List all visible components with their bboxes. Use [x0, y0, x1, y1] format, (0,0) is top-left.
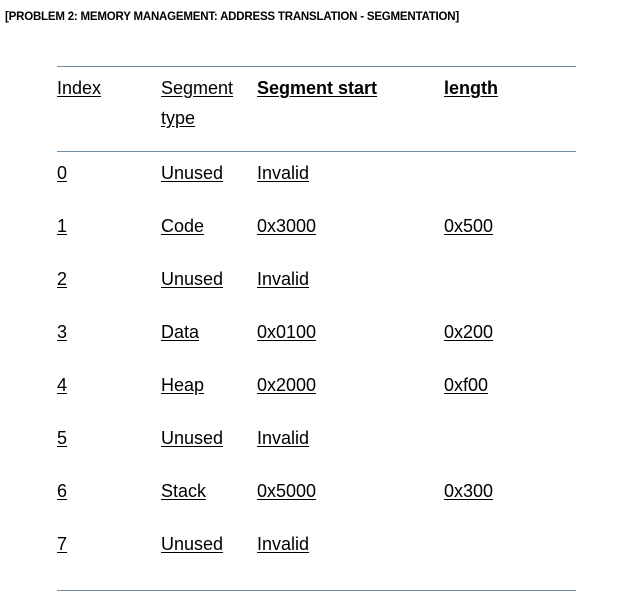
cell-index: 1 [57, 216, 68, 236]
cell-segment-type: Code [161, 216, 205, 236]
header-length: length [444, 78, 498, 98]
cell-index: 7 [57, 534, 68, 554]
table-row [57, 476, 576, 529]
table-header-row [57, 73, 576, 145]
cell-length: 0x300 [444, 481, 494, 501]
cell-index: 4 [57, 375, 68, 395]
table-row [57, 264, 576, 317]
table-row [57, 211, 576, 264]
table-row [57, 370, 576, 423]
table-bottom-rule [57, 590, 576, 591]
header-segment-type: Segment type [161, 78, 234, 128]
table-row [57, 423, 576, 476]
header-index: Index [57, 78, 102, 98]
cell-length: 0xf00 [444, 375, 489, 395]
cell-segment-start: Invalid [257, 428, 310, 448]
cell-segment-type: Unused [161, 428, 224, 448]
cell-length: 0x200 [444, 322, 494, 342]
cell-segment-start: Invalid [257, 269, 310, 289]
cell-segment-type: Unused [161, 269, 224, 289]
cell-segment-start: 0x5000 [257, 481, 317, 501]
segment-table [57, 66, 576, 591]
cell-segment-type: Unused [161, 534, 224, 554]
cell-segment-type: Heap [161, 375, 205, 395]
table-row [57, 529, 576, 582]
cell-segment-type: Stack [161, 481, 207, 501]
cell-index: 6 [57, 481, 68, 501]
cell-segment-start: 0x0100 [257, 322, 317, 342]
cell-index: 3 [57, 322, 68, 342]
table-row [57, 158, 576, 211]
cell-segment-start: Invalid [257, 534, 310, 554]
document-heading: [PROBLEM 2: MEMORY MANAGEMENT: ADDRESS TRANSLATION - SEGMENTATION] [5, 11, 460, 23]
cell-segment-start: 0x3000 [257, 216, 317, 236]
cell-index: 2 [57, 269, 68, 289]
header-segment-start: Segment start [257, 78, 378, 98]
table-header-rule [57, 151, 576, 152]
cell-segment-type: Data [161, 322, 200, 342]
cell-index: 5 [57, 428, 68, 448]
cell-segment-type: Unused [161, 163, 224, 183]
table-top-rule [57, 66, 576, 67]
cell-length: 0x500 [444, 216, 494, 236]
cell-segment-start: Invalid [257, 163, 310, 183]
table-row [57, 317, 576, 370]
cell-segment-start: 0x2000 [257, 375, 317, 395]
cell-index: 0 [57, 163, 68, 183]
